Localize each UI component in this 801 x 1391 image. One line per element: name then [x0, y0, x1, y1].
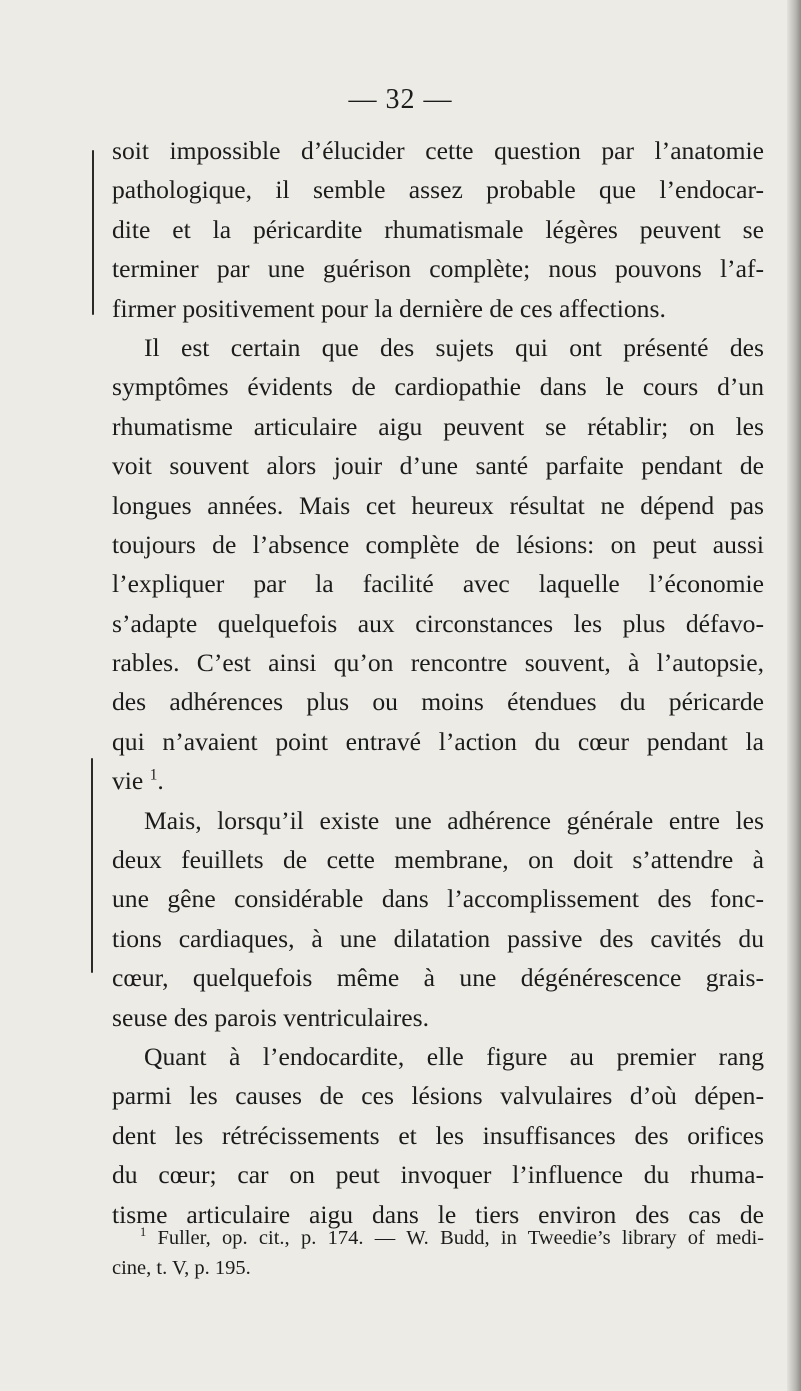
- text-fragment: .: [157, 766, 164, 796]
- text-line: des adhérences plus ou moins étendues du péricarde: [112, 687, 764, 717]
- text-line: Mais, lorsqu’il existe une adhérence générale entre les: [144, 805, 764, 835]
- text-line: parmi les causes de ces lésions valvulaires d’où dépen-: [112, 1081, 764, 1111]
- body-text: [112, 131, 764, 1234]
- text-line: tions cardiaques, à une dilatation passive des cavités du: [112, 923, 764, 953]
- margin-pencil-mark: [92, 150, 94, 315]
- text-line: longues années. Mais cet heureux résultat ne dépend pas: [112, 490, 764, 520]
- text-line: dent les rétrécissements et les insuffisances des orifices: [112, 1120, 764, 1150]
- footnote-text: Fuller, op. cit., p. 174. — W. Budd, in Tweedie’s library of medi-: [157, 1227, 764, 1249]
- footnote-reference: 1: [149, 766, 158, 784]
- footnote-number: 1: [140, 1225, 147, 1240]
- text-fragment: vie: [112, 766, 144, 796]
- text-line: Il est certain que des sujets qui ont présenté des: [144, 332, 764, 362]
- text-line: voit souvent alors jouir d’une santé parfaite pendant de: [112, 451, 764, 481]
- footnote: [112, 1223, 764, 1283]
- text-line: Quant à l’endocardite, elle figure au premier rang: [144, 1041, 764, 1071]
- page-number: — 32 —: [348, 84, 453, 115]
- text-line: du cœur; car on peut invoquer l’influence du rhuma-: [112, 1160, 764, 1190]
- text-line-with-footnote-ref: [112, 761, 764, 800]
- text-line: toujours de l’absence complète de lésions: on peut aussi: [112, 529, 764, 559]
- text-line: une gêne considérable dans l’accomplissement des fonc-: [112, 884, 764, 914]
- text-line: qui n’avaient point entravé l’action du cœur pendant la: [112, 726, 764, 756]
- text-line: deux feuillets de cette membrane, on doit s’attendre à: [112, 845, 764, 875]
- text-line: seuse des parois ventriculaires.: [112, 1002, 429, 1032]
- text-line: firmer positivement pour la dernière de ces affections.: [112, 293, 666, 323]
- footnote-line: [112, 1223, 764, 1253]
- text-line: dite et la péricardite rhumatismale légères peuvent se: [112, 214, 764, 244]
- text-line: rhumatisme articulaire aigu peuvent se rétablir; on les: [112, 411, 764, 441]
- text-line: cœur, quelquefois même à une dégénérescence grais-: [112, 963, 764, 993]
- text-line: terminer par une guérison complète; nous pouvons l’af-: [112, 254, 764, 284]
- text-line: l’expliquer par la facilité avec laquelle l’économie: [112, 569, 764, 599]
- text-line: pathologique, il semble assez probable que l’endocar-: [112, 175, 764, 205]
- text-line: tisme articulaire aigu dans le tiers environ des cas de: [112, 1199, 764, 1229]
- margin-pencil-mark: [91, 758, 93, 973]
- footnote-line: cine, t. V, p. 195.: [112, 1257, 251, 1279]
- text-line: symptômes évidents de cardiopathie dans le cours d’un: [112, 372, 764, 402]
- text-line: soit impossible d’élucider cette question par l’anatomie: [112, 136, 764, 165]
- text-line: s’adapte quelquefois aux circonstances les plus défavo-: [112, 608, 764, 638]
- text-line: rables. C’est ainsi qu’on rencontre souvent, à l’autopsie,: [112, 648, 764, 678]
- page-right-edge: [787, 0, 801, 1391]
